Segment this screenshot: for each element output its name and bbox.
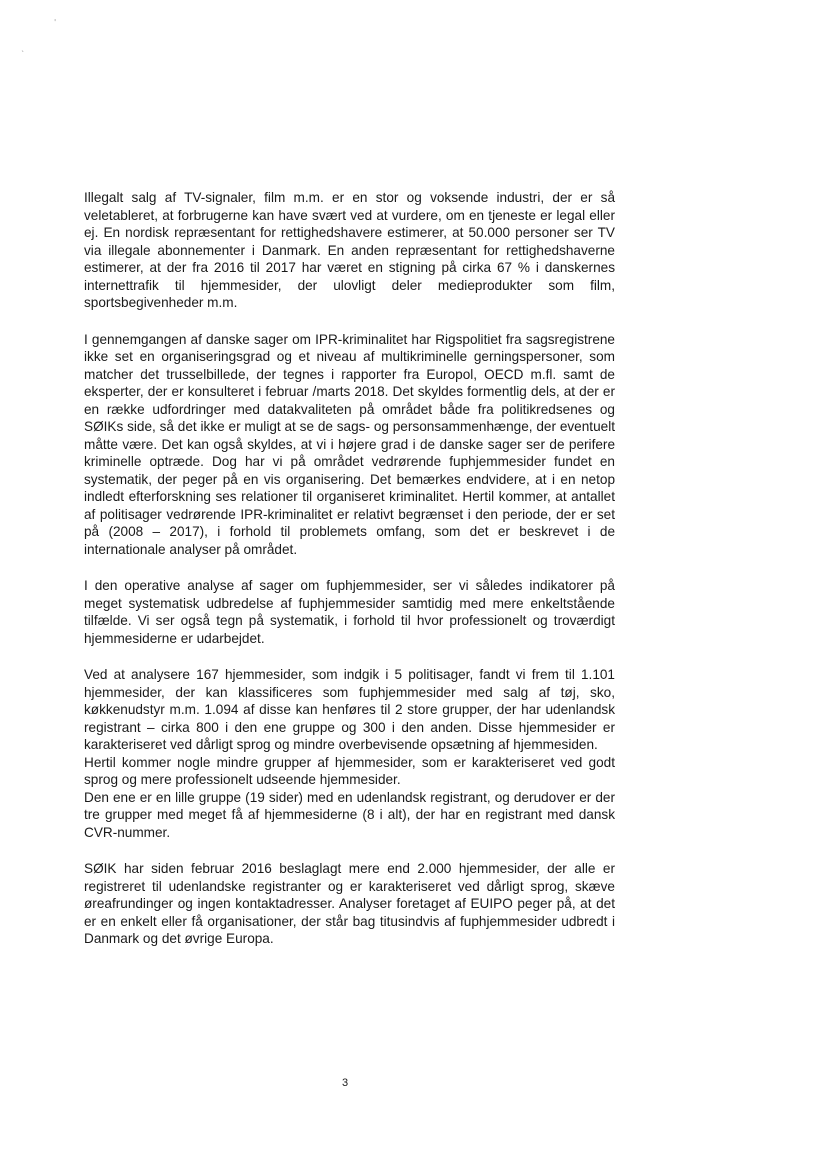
paragraph-ipr-case-review: I gennemgangen af danske sager om IPR-kriminalitet har Rigspolitiet fra sagsregistrene ikke set en organiseringsgrad og et niveau af multikriminelle gerningspersoner, som matcher det trusselbillede, der tegnes i rapporter fra Europol, OECD m.fl. samt de eksperter, der er konsulteret i februar /marts 2018. Det skyldes formentlig dels, at der er en række udfordringer med datakvaliteten på området både fra politikredsenes og SØIKs side, så det ikke er muligt at se de sags- og personsammenhænge, der eventuelt måtte være. Det kan også skyldes, at vi i højere grad i de danske sager ser de perifere kriminelle optræde. Dog har vi på området vedrørende fuphjemmesider fundet en systematik, der peger på en vis organisering. Det bemærkes endvidere, at i en netop indledt efterforskning ses relationer til organiseret kriminalitet. Hertil kommer, at antallet af politisager vedrørende IPR-kriminalitet er relativt begrænset i den periode, der er set på (2008 – 2017), i forhold til problemets omfang, som det er beskrevet i de internationale analyser på området. (84, 331, 615, 557)
paragraph-tv-signals: Illegalt salg af TV-signaler, film m.m. er en stor og voksende industri, der er så veletableret, at forbrugerne kan have svært ved at vurdere, om en tjeneste er legal eller ej. En nordisk repræsentant for rettighedshavere estimerer, at 50.000 personer ser TV via illegale abonnementer i Danmark. En anden repræsentant for rettighedshaverne estimerer, at der fra 2016 til 2017 har været en stigning på cirka 67 % i danskernes internettrafik til hjemmesider, der ulovligt deler medieprodukter som film, sportsbegivenheder m.m. (84, 190, 615, 310)
paragraph-website-analysis: Ved at analysere 167 hjemmesider, som indgik i 5 politisager, fandt vi frem til 1.101 hjemmesider, der kan klassificeres som fuphjemmesider med salg af tøj, sko, køkkenudstyr m.m. 1.094 af disse kan henføres til 2 store grupper, der har udenlandsk registrant – cirka 800 i den ene gruppe og 300 i den anden. Disse hjemmesider er karakteriseret ved dårligt sprog og mindre overbevisende opsætning af hjemmesiden. (84, 667, 615, 752)
scan-artifact-mark: ` (21, 50, 25, 59)
paragraph-small-group-registrant: Den ene er en lille gruppe (19 sider) med en udenlandsk registrant, og derudover er der tre grupper med meget få af hjemmesiderne (8 i alt), der har en registrant med dansk CVR-nummer. (84, 789, 615, 840)
paragraph-soik-seizures: SØIK har siden februar 2016 beslaglagt mere end 2.000 hjemmesider, der alle er registreret til udenlandske registranter og er karakteriseret ved dårligt sprog, skæve øreafrundinger og ingen kontaktadresser. Analyser foretaget af EUIPO peger på, at det er en enkelt eller få organisationer, der står bag titusindvis af fuphjemmesider udbredt i Danmark og det øvrige Europa. (84, 861, 615, 946)
body-text (84, 189, 615, 967)
paragraph-operative-analysis: I den operative analyse af sager om fuphjemmesider, ser vi således indikatorer på meget systematisk udbredelse af fuphjemmesider samtidig med mere enkeltstående tilfælde. Vi ser også tegn på systematik, i forhold til hvor professionelt og troværdigt hjemmesiderne er udarbejdet. (84, 578, 615, 646)
paragraph-smaller-groups: Hertil kommer nogle mindre grupper af hjemmesider, som er karakteriseret ved godt sprog og mere professionelt udseende hjemmesider. (84, 754, 615, 787)
scan-artifact-mark: ' (54, 18, 57, 27)
page-number: 3 (341, 1077, 349, 1089)
